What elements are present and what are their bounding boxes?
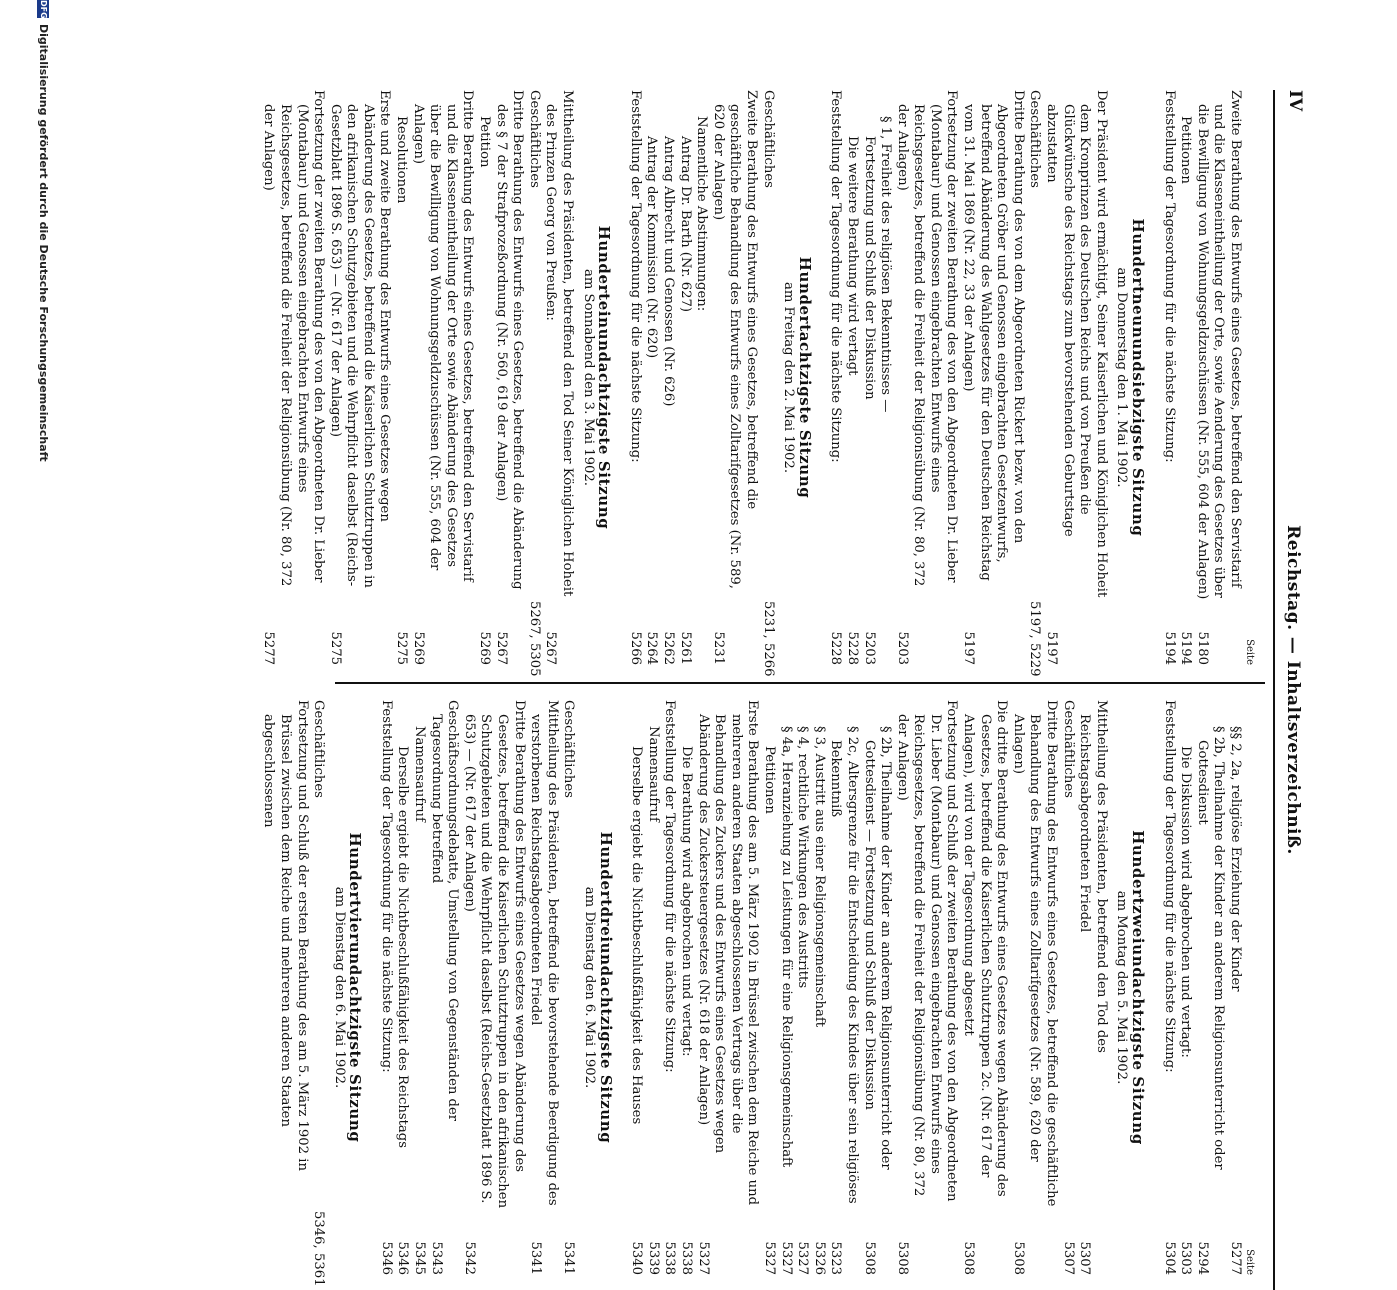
- toc-entry: [960, 700, 1010, 1275]
- toc-entry: [1059, 700, 1076, 1275]
- toc-entry: [643, 90, 660, 665]
- toc-entry-page: 5308: [894, 1241, 910, 1275]
- toc-entry: [693, 90, 710, 665]
- toc-entry: [759, 90, 776, 677]
- sitzung-heading: Hundertzweiundachtzigste Sitzung: [1129, 830, 1148, 1145]
- toc-entry-text: § 4, rechtliche Wirkungen des Austritts: [795, 726, 811, 989]
- sitzung-date: am Montag den 5. Mai 1902.: [1114, 890, 1130, 1085]
- toc-entry-page: 5342: [461, 1241, 477, 1275]
- toc-entry-text: Petition: [477, 116, 493, 168]
- toc-entry-text: Dritte Berathung des Entwurfs eines Gesetzes wegen Abänderung des Gesetzes, betreffend die Kaiserlichen Schutztruppen in den afrikanischen Schutzgebieten und die Wehrpflicht daselbst (Reichs-Gesetzblatt 1896 S. 653) — (Nr. 617 der Anlagen): [461, 700, 527, 1209]
- toc-entry: [411, 700, 428, 1275]
- toc-entry-page: 5228: [844, 631, 860, 665]
- toc-entry-text: Fortsetzung der zweiten Berathung des von den Abgeordneten Dr. Lieber (Montabaur) und Genossen eingebrachten Entwurfs eines Reichsgesetzes, betreffend die Freiheit der Religionsübung (Nr. 80, 372 der Anlagen): [261, 90, 327, 587]
- toc-entry-text: Erste und zweite Berathung des Entwurfs eines Gesetzes wegen Abänderung des Gesetzes, betreffend die Kaiserlichen Schutztruppen in den afrikanischen Schutzgebieten und die Wehrpflicht daselbst (Reichs-Gesetzblatt 1896 S. 653) — (Nr. 617 der Anlagen): [327, 90, 393, 588]
- toc-entry-text: § 2c, Altersgrenze für die Entscheidung des Kindes über sein religiöses Bekenntniß: [828, 726, 860, 1204]
- toc-entry-page: 5231, 5266: [760, 601, 776, 677]
- toc-entry-page: 5203: [894, 631, 910, 665]
- toc-entry-page: 5343: [428, 1241, 444, 1275]
- toc-entry-page: 5228: [828, 631, 844, 665]
- toc-entry-text: Petitionen: [1178, 116, 1194, 184]
- toc-entry-page: 5231: [710, 631, 726, 665]
- toc-entry-text: Feststellung der Tagesordnung für die nächste Sitzung:: [1161, 90, 1177, 463]
- toc-entry: [893, 700, 959, 1275]
- toc-entry: [492, 90, 525, 665]
- toc-entry-text: Fortsetzung der zweiten Berathung des von den Abgeordneten Dr. Lieber (Montabaur) und Genossen eingebrachten Entwurfs eines Reichsgesetzes, betreffend die Freiheit der Religionsübung (Nr. 80, 372 der Anlagen): [894, 90, 960, 587]
- toc-entry-page: 5308: [961, 1241, 977, 1275]
- toc-entry-text: Dritte Berathung des Entwurfs eines Gesetzes, betreffend den Servistarif und die Klasseneintheilung der Orte sowie Abänderung des Gesetzes über die Bewilligung von Wohnungsgeldzuschüssen (Nr. 555, 604 der Anlagen): [410, 90, 476, 582]
- toc-entry-text: Die weitere Berathung wird vertagt: [844, 136, 860, 376]
- toc-entry-text: § 2b, Theilnahme der Kinder an anderem Religionsunterricht oder Gottesdienst: [1194, 726, 1227, 1170]
- sitzung-heading: Hunderteinundachtzigste Sitzung: [595, 225, 614, 530]
- toc-entry-text: § 1, Freiheit des religiösen Bekenntnisses —: [878, 116, 894, 413]
- toc-entry: [860, 700, 893, 1275]
- toc-entry-page: 5180: [1194, 631, 1210, 665]
- toc-entry-page: 5269: [477, 631, 493, 665]
- toc-entry: [1009, 700, 1059, 1275]
- toc-entry-page: 5341: [528, 1241, 544, 1275]
- toc-entry-page: 5308: [861, 1241, 877, 1275]
- toc-entry-text: Dritte Berathung des Entwurfs eines Gesetzes, betreffend die Abänderung des § 7 der Strafprozeßordnung (Nr. 560, 619 der Anlagen): [493, 90, 526, 590]
- toc-entry: [661, 700, 678, 1275]
- toc-entry-text: Geschäftliches: [1060, 700, 1076, 798]
- toc-entry: [260, 700, 310, 1275]
- toc-entry-text: Namensaufruf: [412, 726, 428, 822]
- toc-entry: [1160, 90, 1177, 665]
- toc-entry: [326, 90, 392, 665]
- digitization-text: Digitalisierung gefördert durch die Deutsche Forschungsgemeinschaft: [37, 24, 50, 462]
- toc-entry-text: Dritte Berathung des Entwurfs eines Gesetzes, betreffend die geschäftliche Behandlung des Entwurfs eines Zolltarifgesetzes (Nr. 589, 620 der Anlagen): [1010, 700, 1060, 1207]
- toc-entry-page: 5346: [395, 1241, 411, 1275]
- toc-entry-text: Petitionen: [761, 746, 777, 814]
- toc-entry-page: 5338: [679, 1241, 694, 1275]
- toc-entry-page: 5267, 5305: [526, 601, 542, 677]
- toc-entry: [1177, 700, 1194, 1275]
- toc-entry: [777, 700, 794, 1275]
- toc-entry-text: §§ 2, 2a, religiöse Erziehung der Kinder: [1228, 726, 1243, 992]
- toc-entry: [810, 700, 827, 1275]
- toc-entry-page: 5275: [394, 631, 410, 665]
- toc-entry-page: 5303: [1178, 1241, 1194, 1275]
- toc-entry-text: Feststellung der Tagesordnung für die nächste Sitzung:: [627, 90, 643, 463]
- toc-entry-text: Namensaufruf: [645, 726, 661, 822]
- toc-entry: [827, 90, 844, 665]
- toc-entry-text: Geschäftliches: [1027, 90, 1043, 188]
- toc-entry: [709, 90, 759, 665]
- sitzung-heading: Hundertneunundsiebzigste Sitzung: [1129, 218, 1148, 537]
- toc-entry: [1193, 90, 1243, 665]
- toc-entry: [460, 700, 526, 1275]
- toc-entry-page: 5307: [1077, 1241, 1093, 1275]
- toc-entry-text: Resolutionen: [394, 116, 410, 204]
- sitzung-date: am Sonnabend den 3. Mai 1902.: [580, 269, 596, 486]
- toc-entry-page: 5327: [761, 1241, 777, 1275]
- toc-entry-page: 5194: [1161, 631, 1177, 665]
- toc-entry-page: 5275: [327, 631, 343, 665]
- seite-label: Seite: [1244, 1249, 1255, 1275]
- toc-entry: [525, 90, 542, 677]
- toc-entry-text: Mittheilung des Präsidenten, betreffend den Tod Seiner Königlichen Hoheit des Prinzen Georg von Preußen:: [543, 90, 576, 597]
- toc-entry-text: Die Diskussion wird abgebrochen und vertagt:: [1178, 746, 1194, 1058]
- toc-entry-text: Geschäftliches: [311, 700, 327, 798]
- toc-entry-text: Derselbe ergiebt die Nichtbeschlußfähigkeit des Hauses: [629, 746, 645, 1125]
- toc-entry-text: Derselbe ergiebt die Nichtbeschlußfähigkeit des Reichstags: [395, 746, 411, 1148]
- toc-entry: [694, 700, 760, 1275]
- toc-entry-text: Feststellung der Tagesordnung für die nächste Sitzung:: [828, 90, 844, 463]
- toc-entry-page: 5327: [695, 1241, 711, 1275]
- toc-entry-page: 5267: [543, 631, 559, 665]
- toc-entry: [860, 90, 877, 665]
- toc-entry-text: Antrag Albrecht und Genossen (Nr. 626): [661, 136, 676, 407]
- toc-entry: [1042, 90, 1108, 665]
- toc-entry-text: Die dritte Berathung des Entwurfs eines Gesetzes wegen Abänderung des Gesetzes, betreffend die Kaiserlichen Schutztruppen 2c. (Nr. 617 der Anlagen), wird von der Tagesordnung abgesetzt: [961, 700, 1010, 1197]
- toc-entry: [377, 700, 394, 1275]
- toc-entry: [542, 90, 575, 665]
- running-title: Reichstag. — Inhaltsverzeichniß.: [1283, 525, 1303, 855]
- toc-entry-text: Zweite Berathung des Entwurfs eines Gesetzes, betreffend den Servistarif und die Klasseneintheilung der Orte, sowie Aenderung des Gesetzes über die Bewilligung von Wohnungsgeldzuschüssen (Nr. 555, 604 der Anlagen): [1194, 90, 1243, 600]
- toc-entry-text: § 3, Austritt aus einer Religionsgemeinschaft: [811, 726, 827, 1028]
- toc-entry-page: 5307: [1060, 1241, 1076, 1275]
- toc-entry: [676, 90, 693, 665]
- toc-entry: [310, 700, 327, 1287]
- toc-entry-page: 5327: [778, 1241, 794, 1275]
- toc-entry-page: 5340: [629, 1241, 645, 1275]
- toc-entry: [760, 700, 777, 1275]
- toc-entry: [794, 700, 811, 1275]
- sitzung-date: am Dienstag den 6. Mai 1902.: [331, 886, 347, 1089]
- toc-entry-text: Fortsetzung und Schluß der zweiten Berathung des von den Abgeordneten Dr. Lieber (Montabaur) und Genossen eingebrachten Entwurfs eines Reichsgesetzes, betreffend die Freiheit der Religionsübung (Nr. 80, 372 der Anlagen): [894, 700, 960, 1202]
- sitzung-heading: Hundertvierundachtzigste Sitzung: [346, 832, 365, 1143]
- toc-entry-page: 5277: [1228, 1241, 1243, 1275]
- toc-entry-text: Geschäftsordnungsdebatte, Umstellung von Gegenständen der Tagesordnung betreffend: [428, 700, 461, 1122]
- toc-entry-page: 5267: [493, 631, 509, 665]
- toc-entry: [393, 90, 410, 665]
- toc-entry-text: Mittheilung des Präsidenten, betreffend den Tod des Reichstagsabgeordneten Friedel: [1077, 700, 1109, 1053]
- toc-entry: [1076, 700, 1109, 1275]
- toc-entry: [628, 700, 645, 1275]
- toc-entry-page: 5194: [1178, 631, 1194, 665]
- toc-entry-page: 5346, 5361: [311, 1211, 327, 1287]
- toc-entry: [475, 90, 492, 665]
- toc-entry-page: 5327: [795, 1241, 811, 1275]
- toc-entry: [626, 90, 643, 665]
- toc-entry: [877, 90, 894, 665]
- sitzung-heading: Hundertachtzigste Sitzung: [795, 256, 814, 499]
- toc-entry: [260, 90, 326, 665]
- toc-entry: [409, 90, 475, 665]
- toc-entry-page: 5341: [561, 1241, 577, 1275]
- toc-entry-text: Feststellung der Tagesordnung für die nächste Sitzung:: [662, 700, 678, 1073]
- toc-entry: [394, 700, 411, 1275]
- toc-entry-page: 5197: [961, 631, 977, 665]
- toc-entry-text: Dritte Berathung des von dem Abgeordneten Rickert bezw. von den Abgeordneten Gröber und Genossen eingebrachten Gesetzentwurfs, betreffend Abänderung des Wahlgesetzes für den Deutschen Reichstag vom 31. Mai 1869 (Nr. 22, 33 der Anlagen): [961, 90, 1026, 581]
- seite-label: Seite: [1244, 639, 1255, 665]
- toc-entry-text: Antrag der Kommission (Nr. 620): [644, 136, 660, 359]
- toc-entry: [677, 700, 694, 1275]
- toc-entry: [1226, 700, 1243, 1275]
- left-column: [260, 90, 1255, 677]
- toc-entry-page: 5308: [1010, 1241, 1026, 1275]
- toc-entry-text: Die Berathung wird abgebrochen und vertagt:: [679, 746, 694, 1057]
- right-column: [260, 700, 1255, 1287]
- toc-entry-page: 5203: [861, 631, 877, 665]
- toc-entry: [893, 90, 959, 665]
- toc-entry-text: § 4a, Heranziehung zu Leistungen für eine Religionsgemeinschaft: [778, 726, 794, 1168]
- toc-entry: [527, 700, 560, 1275]
- toc-entry-page: 5262: [661, 631, 676, 665]
- column-divider: [335, 682, 1265, 684]
- toc-entry-text: Erste Berathung des am 5. März 1902 in Brüssel zwischen dem Reiche und mehreren anderen Staaten abgeschlossenen Vertrags über die Behandlung des Zuckers und des Entwurfs eines Gesetzes wegen Abänderung des Zuckersteuergesetzes (Nr. 618 der Anlagen): [695, 700, 761, 1206]
- toc-entry-text: Geschäftliches: [760, 90, 776, 188]
- toc-entry-text: Der Präsident wird ermächtigt, Seiner Kaiserlichen und Königlichen Hoheit dem Kronprinzen des Deutschen Reichs und von Preußen die Glückwünsche des Reichstags zum bevorstehenden Geburtstage abzustatten: [1044, 90, 1109, 598]
- toc-entry-page: 5264: [644, 631, 660, 665]
- toc-entry: [1026, 90, 1043, 677]
- toc-entry: [644, 700, 661, 1275]
- toc-entry-text: § 2b, Theilnahme der Kinder an anderem Religionsunterricht oder Gottesdienst — Fortsetzung und Schluß der Diskussion: [861, 726, 894, 1170]
- toc-entry: [1177, 90, 1194, 665]
- toc-entry-text: Namentliche Abstimmungen:: [694, 116, 710, 312]
- toc-entry-page: 5345: [412, 1241, 428, 1275]
- sitzung-date: am Dienstag den 6. Mai 1902.: [582, 886, 598, 1089]
- toc-entry-text: Geschäftliches: [526, 90, 542, 188]
- toc-entry: [827, 700, 860, 1275]
- toc-entry-text: Fortsetzung und Schluß der Diskussion: [861, 136, 877, 400]
- digitization-note: [30, 0, 52, 1000]
- toc-entry-page: 5197, 5229: [1027, 601, 1043, 677]
- toc-entry-page: 5197: [1044, 631, 1060, 665]
- toc-entry: [1160, 700, 1177, 1275]
- toc-entry-page: 5266: [627, 631, 643, 665]
- sitzung-date: am Freitag den 2. Mai 1902.: [781, 281, 797, 474]
- page-header: [1273, 90, 1305, 1290]
- toc-entry-text: Antrag Dr. Barth (Nr. 627): [677, 136, 693, 313]
- toc-entry: [560, 700, 577, 1275]
- sitzung-date: am Donnerstag den 1. Mai 1902.: [1114, 267, 1130, 488]
- toc-entry-page: 5304: [1161, 1241, 1177, 1275]
- toc-entry: [659, 90, 676, 665]
- toc-entry-text: Fortsetzung und Schluß der ersten Berathung des am 5. März 1902 in Brüssel zwischen dem Reiche und mehreren anderen Staaten abgeschlossenen: [261, 700, 310, 1171]
- toc-entry-text: Feststellung der Tagesordnung für die nächste Sitzung:: [1161, 700, 1177, 1073]
- toc-entry-page: 5261: [677, 631, 693, 665]
- page-number: IV: [1285, 90, 1305, 112]
- toc-entry-text: Mittheilung des Präsidenten, betreffend die bevorstehende Beerdigung des verstorbenen Reichstagsabgeordneten Friedel: [528, 700, 560, 1206]
- sitzung-heading: Hundertdreiundachtzigste Sitzung: [596, 831, 615, 1144]
- toc-entry-page: 5346: [378, 1241, 394, 1275]
- dfg-logo: DFG: [39, 0, 48, 19]
- toc-entry-page: 5339: [645, 1241, 661, 1275]
- toc-entry-text: Geschäftliches: [561, 700, 577, 798]
- toc-entry-text: Feststellung der Tagesordnung für die nächste Sitzung:: [378, 700, 394, 1073]
- toc-entry: [427, 700, 460, 1275]
- toc-entry: [843, 90, 860, 665]
- page-content: [105, 90, 1305, 1290]
- toc-entry-page: 5326: [811, 1241, 827, 1275]
- toc-entry-page: 5338: [662, 1241, 678, 1275]
- toc-entry-page: 5294: [1194, 1241, 1210, 1275]
- toc-entry-page: 5269: [410, 631, 426, 665]
- toc-entry: [960, 90, 1026, 665]
- toc-entry-text: Zweite Berathung des Entwurfs eines Gesetzes, betreffend die geschäftliche Behandlung des Entwurfs eines Zolltarifgesetzes (Nr. 589, 620 der Anlagen): [710, 90, 759, 589]
- toc-entry: [1193, 700, 1226, 1275]
- toc-entry-page: 5277: [261, 631, 277, 665]
- toc-entry-page: 5323: [828, 1241, 844, 1275]
